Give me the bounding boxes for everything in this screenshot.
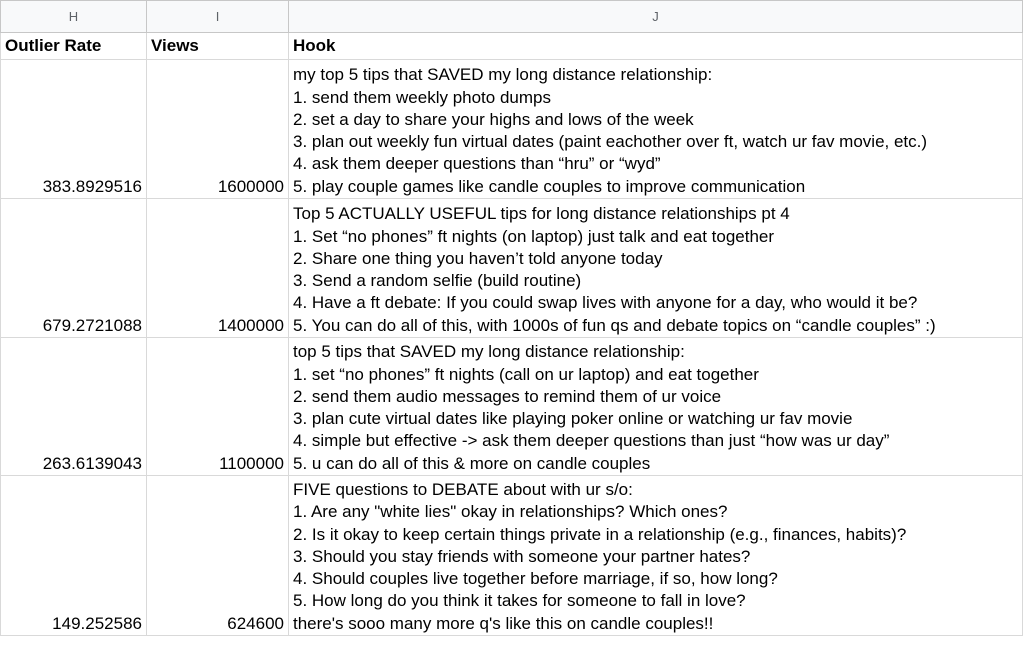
hook-line: 4. Should couples live together before marriage, if so, how long? bbox=[293, 569, 778, 589]
hook-line: 2. send them audio messages to remind them of ur voice bbox=[293, 386, 722, 406]
hook-line: 1. Set “no phones” ft nights (on laptop) just talk and eat together bbox=[293, 226, 775, 246]
hook-line: 1. Are any "white lies" okay in relationships? Which ones? bbox=[293, 502, 728, 522]
hook-line: 3. plan out weekly fun virtual dates (paint eachother over ft, watch ur fav movie, etc.) bbox=[293, 132, 928, 152]
cell-outlier-rate[interactable]: 679.2721088 bbox=[1, 199, 147, 338]
cell-views[interactable]: 1400000 bbox=[147, 199, 289, 338]
hook-line: 4. Have a ft debate: If you could swap lives with anyone for a day, who would it be? bbox=[293, 293, 918, 313]
hook-line: 5. play couple games like candle couples to improve communication bbox=[293, 176, 806, 196]
hook-line: 5. How long do you think it takes for someone to fall in love? bbox=[293, 591, 746, 611]
cell-outlier-rate[interactable]: 263.6139043 bbox=[1, 338, 147, 476]
hook-line: there's sooo many more q's like this on candle couples!! bbox=[293, 613, 714, 633]
column-header-i[interactable]: I bbox=[147, 1, 289, 33]
cell-header-outlier-rate[interactable]: Outlier Rate bbox=[1, 33, 147, 60]
cell-header-views[interactable]: Views bbox=[147, 33, 289, 60]
cell-hook[interactable] bbox=[289, 199, 1023, 338]
hook-line: 4. ask them deeper questions than “hru” or “wyd” bbox=[293, 154, 661, 174]
hook-line: 1. send them weekly photo dumps bbox=[293, 87, 551, 107]
hook-line: FIVE questions to DEBATE about with ur s/o: bbox=[293, 479, 633, 499]
cell-hook[interactable] bbox=[289, 476, 1023, 636]
column-header-row bbox=[1, 1, 1023, 33]
hook-line: 3. Send a random selfie (build routine) bbox=[293, 271, 582, 291]
hook-line: top 5 tips that SAVED my long distance relationship: bbox=[293, 342, 685, 362]
cell-outlier-rate[interactable]: 149.252586 bbox=[1, 476, 147, 636]
column-header-j[interactable]: J bbox=[289, 1, 1023, 33]
hook-line: 2. Share one thing you haven’t told anyone today bbox=[293, 248, 663, 268]
hook-line: 1. set “no phones” ft nights (call on ur laptop) and eat together bbox=[293, 364, 759, 384]
cell-views[interactable]: 1100000 bbox=[147, 338, 289, 476]
table-row bbox=[1, 476, 1023, 636]
hook-line: 2. set a day to share your highs and lows of the week bbox=[293, 109, 694, 129]
hook-line: 5. You can do all of this, with 1000s of fun qs and debate topics on “candle couples” :) bbox=[293, 315, 936, 335]
table-row bbox=[1, 338, 1023, 476]
hook-line: 2. Is it okay to keep certain things private in a relationship (e.g., finances, habits)? bbox=[293, 524, 907, 544]
cell-views[interactable]: 1600000 bbox=[147, 60, 289, 199]
cell-header-hook[interactable]: Hook bbox=[289, 33, 1023, 60]
hook-line: 5. u can do all of this & more on candle couples bbox=[293, 453, 651, 473]
column-header-h[interactable]: H bbox=[1, 1, 147, 33]
table-row bbox=[1, 60, 1023, 199]
cell-views[interactable]: 624600 bbox=[147, 476, 289, 636]
hook-line: 3. plan cute virtual dates like playing poker online or watching ur fav movie bbox=[293, 409, 853, 429]
hook-line: Top 5 ACTUALLY USEFUL tips for long distance relationships pt 4 bbox=[293, 204, 790, 224]
cell-hook[interactable] bbox=[289, 338, 1023, 476]
cell-hook[interactable] bbox=[289, 60, 1023, 199]
hook-line: 4. simple but effective -> ask them deeper questions than just “how was ur day” bbox=[293, 431, 890, 451]
hook-line: 3. Should you stay friends with someone your partner hates? bbox=[293, 546, 751, 566]
hook-line: my top 5 tips that SAVED my long distance relationship: bbox=[293, 65, 713, 85]
cell-outlier-rate[interactable]: 383.8929516 bbox=[1, 60, 147, 199]
header-row bbox=[1, 33, 1023, 60]
table-row bbox=[1, 199, 1023, 338]
